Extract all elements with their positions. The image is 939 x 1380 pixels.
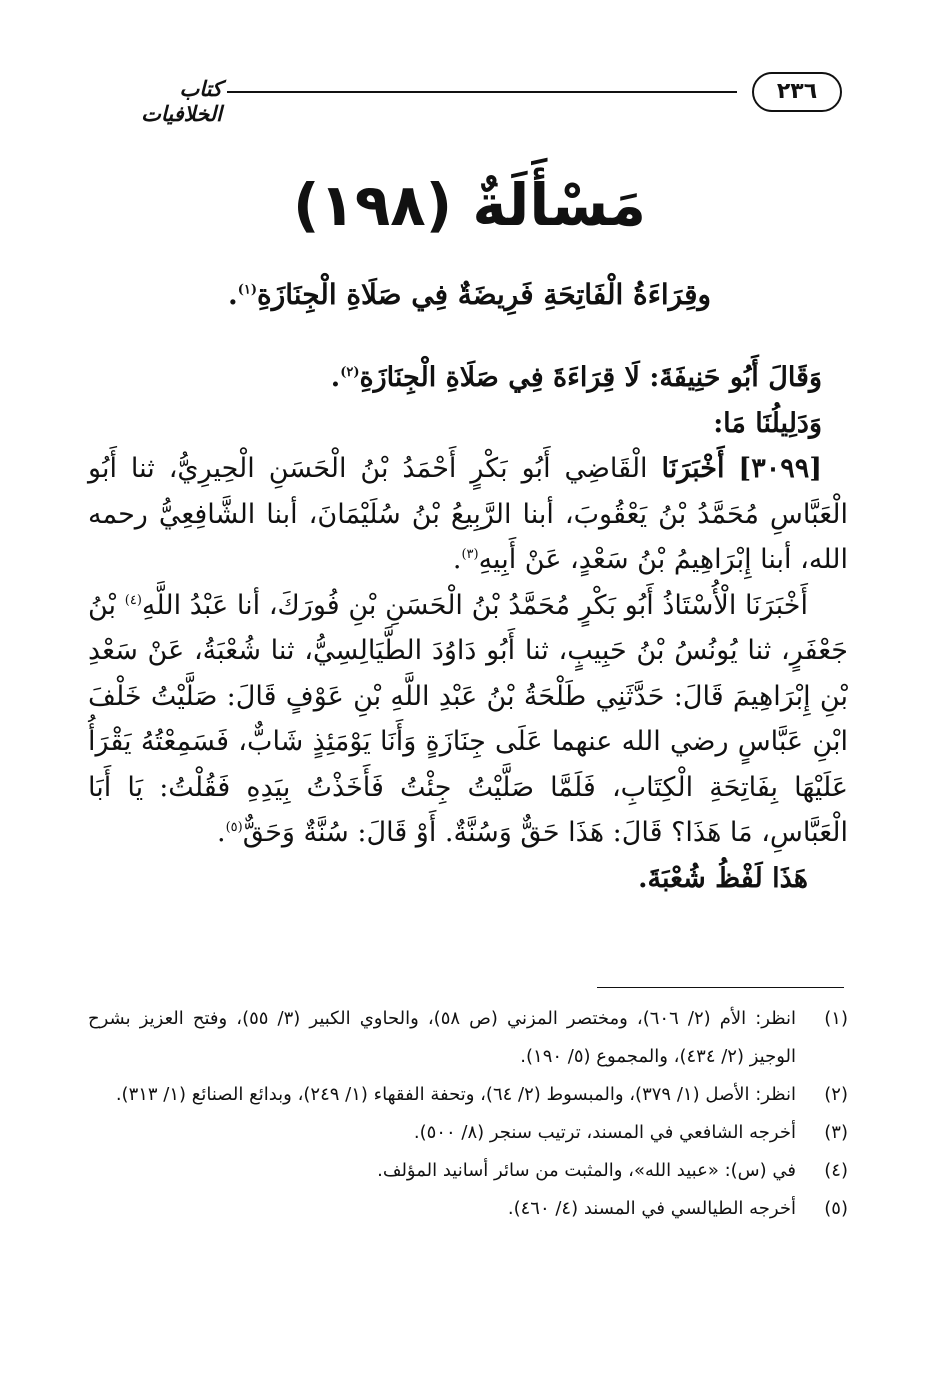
hadith-second-chain-b: بْنُ جَعْفَرٍ، ثنا يُونُسُ بْنُ حَبِيبٍ، ثنا أَبُو دَاوُدَ الطَّيَالِسِيُّ، ثنا شُعْبَةُ، عَنْ سَعْدِ بْنِ إِبْرَاهِيمَ قَالَ: حَدَّثَنِي طَلْحَةُ بْنُ عَبْدِ اللَّهِ بْنِ عَوْفٍ قَالَ: صَلَّيْتُ خَلْفَ ابْنِ عَبَّاسٍ رضي الله عنهما عَلَى جِنَازَةٍ وَأَنَا يَوْمَئِذٍ شَابٌّ، فَسَمِعْتُهُ يَقْرَأُ عَلَيْهَا بِفَاتِحَةِ الْكِتَابِ، فَلَمَّا صَلَّيْتُ جِئْتُ فَأَخَذْتُ بِيَدِهِ فَقُلْتُ: يَا أَبَا الْعَبَّاسِ، مَا هَذَا؟ قَالَ: هَذَا حَقٌّ وَسُنَّةٌ. أَوْ قَالَ: سُنَّةٌ وَحَقٌّ <box>88 589 848 848</box>
footnote-item <box>88 1190 848 1228</box>
issue-statement: وقِرَاءَةُ الْفَاتِحَةِ فَرِيضَةٌ فِي صَلَاةِ الْجِنَازَةِ$^{(١)}$. <box>228 278 711 311</box>
footnote-item <box>88 1000 848 1076</box>
footnote-ref-2[interactable]: (٢) <box>340 365 360 380</box>
footnote-ref-3[interactable]: (٣) <box>461 547 479 562</box>
paragraph-abu-hanifa: وَقَالَ أَبُو حَنِيفَةَ: لَا قِرَاءَةَ فِي صَلَاةِ الْجِنَازَةِ$^{(٢)}$. <box>330 362 822 393</box>
hadith-second-chain: أَخْبَرَنَا الْأُسْتَاذُ أَبُو بَكْرٍ مُحَمَّدُ بْنُ الْحَسَنِ بْنِ فُورَكَ، أنا عَبْدُ اللَّهِ$^{(٤)}$ بْنُ جَعْفَرٍ، ثنا يُونُسُ بْنُ حَبِيبٍ، ثنا أَبُو دَاوُدَ الطَّيَالِسِيُّ، ثنا شُعْبَةُ، عَنْ سَعْدِ بْنِ إِبْرَاهِيمَ قَالَ: حَدَّثَنِي طَلْحَةُ بْنُ عَبْدِ اللَّهِ بْنِ عَوْفٍ قَالَ: صَلَّيْتُ خَلْفَ ابْنِ عَبَّاسٍ رضي الله عنهما عَلَى جِنَازَةٍ وَأَنَا يَوْمَئِذٍ شَابٌّ، فَسَمِعْتُهُ يَقْرَأُ عَلَيْهَا بِفَاتِحَةِ الْكِتَابِ، فَلَمَّا صَلَّيْتُ جِئْتُ فَأَخَذْتُ بِيَدِهِ فَقُلْتُ: يَا أَبَا الْعَبَّاسِ، مَا هَذَا؟ قَالَ: هَذَا حَقٌّ وَسُنَّةٌ. أَوْ قَالَ: سُنَّةٌ وَحَقٌّ$^{(٥)}$. <box>88 589 848 848</box>
footnote-text: انظر: الأم (٢/ ٦٠٦)، ومختصر المزني (ص ٥٨)، والحاوي الكبير (٣/ ٥٥)، وفتح العزيز بشرح الوجيز (٢/ ٤٣٤)، والمجموع (٥/ ١٩٠). <box>88 1008 796 1067</box>
akhbarana-word: أَخْبَرَنَا <box>661 453 725 484</box>
page-number: ٢٣٦ <box>752 72 842 112</box>
hadith-number: [٣٠٩٩] <box>738 453 822 484</box>
running-title: كتاب الخلافيات <box>141 76 222 126</box>
issue-text: وقِرَاءَةُ الْفَاتِحَةِ فَرِيضَةٌ فِي صَلَاةِ الْجِنَازَةِ <box>257 278 711 311</box>
header-rule <box>227 91 737 93</box>
footnote-text: في (س): «عبيد الله»، والمثبت من سائر أسانيد المؤلف. <box>377 1160 796 1181</box>
footnote-text: أخرجه الطيالسي في المسند (٤/ ٤٦٠). <box>507 1198 796 1219</box>
hadith-3099: [٣٠٩٩] أَخْبَرَنَا الْقَاضِي أَبُو بَكْرٍ أَحْمَدُ بْنُ الْحَسَنِ الْحِيرِيُّ، ثنا أَبُو الْعَبَّاسِ مُحَمَّدُ بْنُ يَعْقُوبَ، أبنا الرَّبِيعُ بْنُ سُلَيْمَانَ، أبنا الشَّافِعِيُّ رحمه الله، أبنا إِبْرَاهِيمُ بْنُ سَعْدٍ، عَنْ أَبِيهِ$^{(٣)}$. <box>88 453 848 575</box>
page-header <box>92 72 842 126</box>
chapter-heading: مَسْأَلَةٌ (١٩٨) <box>292 171 647 239</box>
footnote-number: (٢) <box>824 1084 848 1105</box>
footnote-number: (٣) <box>824 1122 848 1143</box>
closing-remark: هَذَا لَفْظُ شُعْبَةَ. <box>638 862 808 894</box>
paragraph-our-evidence: وَدَلِيلُنَا مَا: <box>713 407 822 439</box>
main-text <box>88 355 848 901</box>
paragraph-abu-hanifa-text: وَقَالَ أَبُو حَنِيفَةَ: لَا قِرَاءَةَ فِي صَلَاةِ الْجِنَازَةِ <box>359 362 822 393</box>
footnote-ref-4[interactable]: (٤) <box>124 592 142 608</box>
footnote-number: (٥) <box>824 1198 848 1219</box>
footnote-item <box>88 1114 848 1152</box>
footnote-ref-1[interactable]: (١) <box>237 282 258 298</box>
footnote-item <box>88 1152 848 1190</box>
footnote-ref-5[interactable]: (٥) <box>225 820 243 835</box>
footnote-text: انظر: الأصل (١/ ٣٧٩)، والمبسوط (٢/ ٦٤)، وتحفة الفقهاء (١/ ٢٤٩)، وبدائع الصنائع (١/ ٣١٣). <box>115 1084 796 1105</box>
footnote-number: (٤) <box>824 1160 848 1181</box>
footnote-number: (١) <box>824 1008 848 1029</box>
footnote-separator <box>597 987 844 988</box>
footnote-text: أخرجه الشافعي في المسند، ترتيب سنجر (٨/ ٥٠٠). <box>413 1122 796 1143</box>
footnote-item <box>88 1076 848 1114</box>
footnotes <box>88 1000 848 1228</box>
hadith-3099-chain: الْقَاضِي أَبُو بَكْرٍ أَحْمَدُ بْنُ الْحَسَنِ الْحِيرِيُّ، ثنا أَبُو الْعَبَّاسِ مُحَمَّدُ بْنُ يَعْقُوبَ، أبنا الرَّبِيعُ بْنُ سُلَيْمَانَ، أبنا الشَّافِعِيُّ رحمه الله، أبنا إِبْرَاهِيمُ بْنُ سَعْدٍ، عَنْ أَبِيهِ <box>88 453 848 575</box>
hadith-second-chain-a: أَخْبَرَنَا الْأُسْتَاذُ أَبُو بَكْرٍ مُحَمَّدُ بْنُ الْحَسَنِ بْنِ فُورَكَ، أنا عَبْدُ اللَّهِ <box>141 589 808 621</box>
